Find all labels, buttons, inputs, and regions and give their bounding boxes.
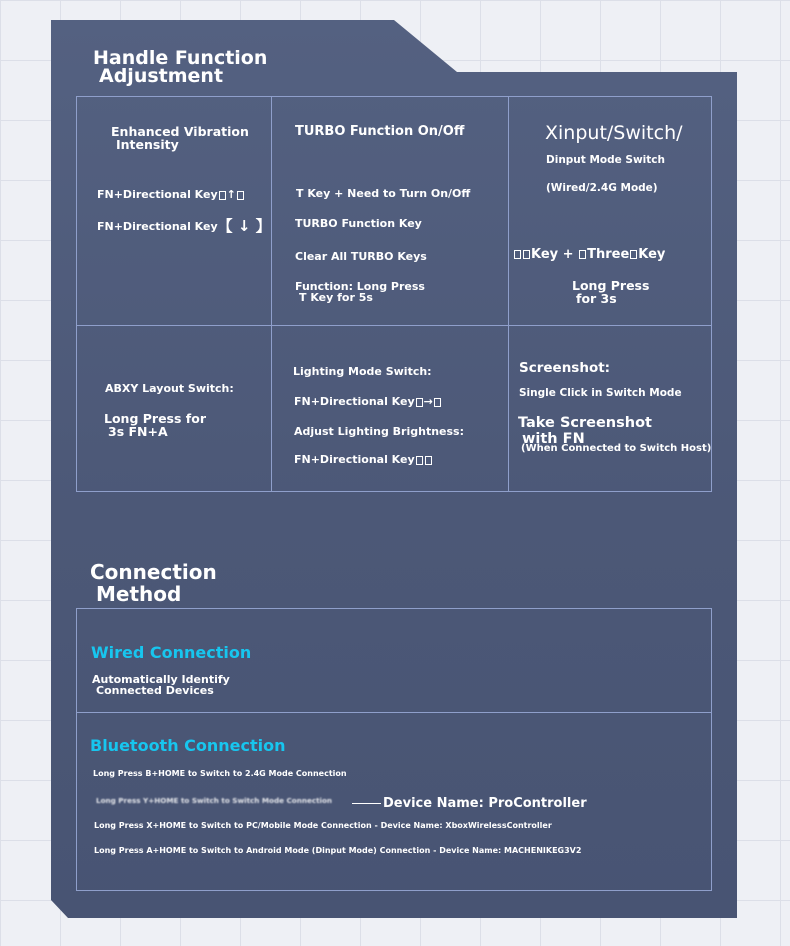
lighting-mode-instruction xyxy=(294,396,442,408)
turbo-instruction-line4a: Function: Long Press xyxy=(295,280,425,293)
screenshot-title: Screenshot: xyxy=(519,360,611,376)
lighting-brightness-instruction xyxy=(294,454,433,466)
bluetooth-line3: Long Press X+HOME to Switch to PC/Mobile Mode Connection - Device Name: XboxWirelessController xyxy=(94,821,552,830)
connection-section-title-line2: Method xyxy=(96,582,182,606)
wired-connection-title: Wired Connection xyxy=(91,643,252,662)
screenshot-line4: (When Connected to Switch Host) xyxy=(521,443,712,454)
connector-line xyxy=(352,803,381,804)
arrow-right-icon: → xyxy=(423,395,433,408)
xinput-title: Xinput/Switch/ xyxy=(545,122,683,144)
vibration-title-line1: Enhanced Vibration xyxy=(111,124,249,139)
turbo-instruction-line1: T Key + Need to Turn On/Off xyxy=(296,187,471,200)
unknown-glyph-icon xyxy=(416,456,423,465)
screenshot-line1: Single Click in Switch Mode xyxy=(519,387,682,399)
turbo-instruction-line3: Clear All TURBO Keys xyxy=(295,250,427,263)
unknown-glyph-icon xyxy=(434,398,441,407)
vibration-increase-text: FN+Directional Key xyxy=(97,188,218,201)
screenshot-line2: Take Screenshot xyxy=(518,415,652,431)
vibration-title-line2: Intensity xyxy=(116,137,179,152)
lighting-brightness-title: Adjust Lighting Brightness: xyxy=(294,425,465,438)
turbo-instruction-line4b: T Key for 5s xyxy=(299,291,373,304)
wired-line2: Connected Devices xyxy=(96,684,214,697)
bluetooth-line1: Long Press B+HOME to Switch to 2.4G Mode Connection xyxy=(93,769,347,778)
lighting-title: Lighting Mode Switch: xyxy=(293,365,432,378)
xinput-line1: Dinput Mode Switch xyxy=(546,154,665,166)
grid-divider xyxy=(76,325,711,326)
bluetooth-line4: Long Press A+HOME to Switch to Android Mode (Dinput Mode) Connection - Device Name: MACHENIKEG3V2 xyxy=(94,846,582,855)
abxy-title: ABXY Layout Switch: xyxy=(105,382,234,395)
unknown-glyph-icon xyxy=(416,398,423,407)
screenshot-line3: with FN xyxy=(522,431,585,447)
grid-divider xyxy=(508,96,509,491)
xinput-press-line2: for 3s xyxy=(576,291,617,306)
handle-section-title-line2: Adjustment xyxy=(99,65,224,87)
abxy-line2: 3s FN+A xyxy=(108,424,168,439)
grid-divider xyxy=(76,712,711,713)
vibration-increase-instruction xyxy=(97,189,245,201)
xinput-line2: (Wired/2.4G Mode) xyxy=(546,182,658,194)
arrow-down-icon: 【 ↓ 】 xyxy=(217,217,271,235)
turbo-title: TURBO Function On/Off xyxy=(295,124,465,139)
handle-section-title-line1: Handle Function xyxy=(93,47,268,69)
xinput-press-line1: Long Press xyxy=(572,278,650,293)
unknown-glyph-icon xyxy=(579,250,586,259)
bluetooth-line2-device-name: Device Name: ProController xyxy=(383,796,587,811)
lighting-mode-text: FN+Directional Key xyxy=(294,395,415,408)
unknown-glyph-icon xyxy=(630,250,637,259)
unknown-glyph-icon xyxy=(514,250,521,259)
turbo-instruction-line2: TURBO Function Key xyxy=(295,217,422,230)
bluetooth-connection-title: Bluetooth Connection xyxy=(90,736,286,755)
bluetooth-line2: Long Press Y+HOME to Switch to Switch Mode Connection xyxy=(96,796,333,805)
unknown-glyph-icon xyxy=(523,250,530,259)
wired-line1: Automatically Identify xyxy=(92,673,230,686)
xinput-key-combo xyxy=(513,248,665,262)
vibration-decrease-instruction xyxy=(97,218,271,235)
abxy-line1: Long Press for xyxy=(104,411,206,426)
lighting-brightness-text: FN+Directional Key xyxy=(294,453,415,466)
unknown-glyph-icon xyxy=(237,191,244,200)
combo-text: Three xyxy=(587,247,630,262)
grid-divider xyxy=(271,96,272,491)
unknown-glyph-icon xyxy=(425,456,432,465)
connection-section-title-line1: Connection xyxy=(90,560,217,584)
unknown-glyph-icon xyxy=(219,191,226,200)
vibration-decrease-text: FN+Directional Key xyxy=(97,220,218,233)
arrow-up-icon: ↑ xyxy=(226,188,236,201)
combo-text: Key xyxy=(638,247,666,262)
combo-text: Key + xyxy=(531,247,579,262)
